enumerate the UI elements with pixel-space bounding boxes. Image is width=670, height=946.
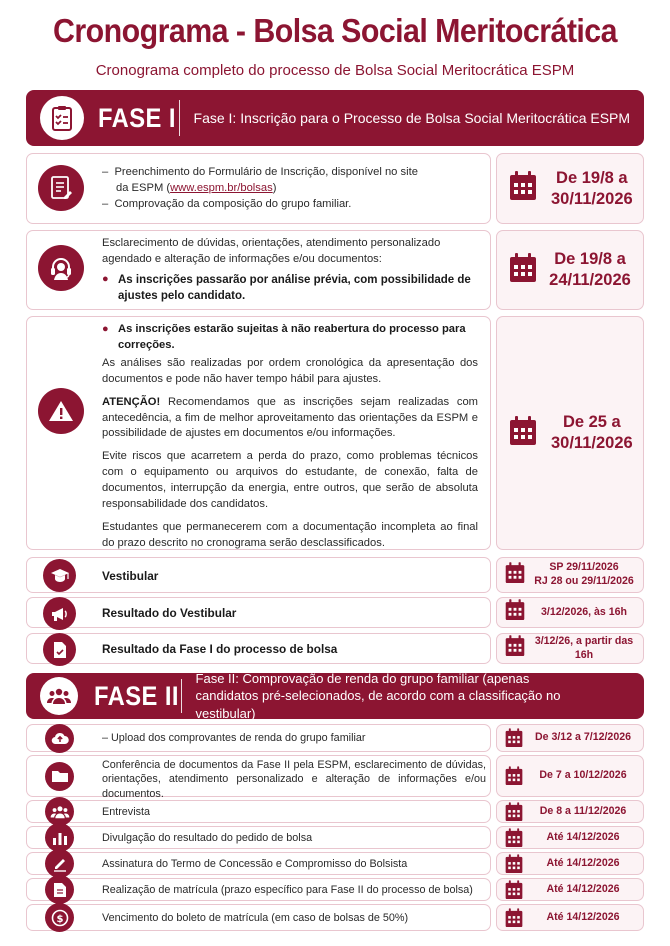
phase2-row-text: Conferência de documentos da Fase II pela ESPM, esclarecimento de dúvidas, orientações, atendimento personalizado e alteração de informações e/ou documentos. (102, 759, 486, 800)
warning-triangle-icon (38, 388, 84, 434)
step2-bullet: ● As inscrições passarão por análise prévia, com possibilidade de ajustes pelo candidato. (102, 272, 471, 303)
phase2-row-date: De 3/12 a 7/12/2026 (534, 731, 631, 744)
phase2-row-date: Até 14/12/2026 (546, 882, 620, 895)
calendar-icon (505, 635, 525, 662)
document-check-icon (43, 633, 76, 666)
step2-intro: Esclarecimento de dúvidas, orientações, atendimento personalizado agendado e alteração de informações e/ou documentos: (102, 237, 441, 265)
step4-label: Vestibular (102, 569, 159, 583)
phase2-row-text: Entrevista (102, 805, 151, 818)
phase2-row-text: Vencimento do boleto de matrícula (em caso de bolsas de 50%) (102, 911, 409, 924)
step1-line3: – Comprovação da composição do grupo familiar. (102, 197, 352, 210)
phase2-row-date-box (496, 826, 644, 849)
calendar-icon (505, 802, 523, 822)
step4-date-rj: RJ 28 ou 29/11/2026 (534, 575, 634, 587)
phase2-row-date-box (496, 800, 644, 823)
step4-dates (525, 561, 643, 589)
phase2-row-date: Até 14/12/2026 (546, 910, 620, 923)
calendar-icon (505, 828, 523, 848)
step6-date-box (496, 633, 644, 664)
espm-bolsas-link[interactable]: www.espm.br/bolsas (170, 181, 273, 194)
cloud-upload-icon (45, 724, 74, 753)
phase1-description: Fase I: Inscrição para o Processo de Bolsa Social Meritocrática ESPM (193, 109, 631, 126)
phase2-row-date: De 8 a 11/12/2026 (539, 804, 627, 817)
phase2-banner (26, 670, 644, 721)
step3-paragraph4: Estudantes que permanecerem com a documentação incompleta ao final do prazo descrito no cronograma serão desclassificados. (102, 520, 478, 549)
phase1-divider (179, 100, 180, 136)
step3-date-box (496, 316, 644, 550)
group-people-icon (40, 677, 78, 715)
phase2-row-date: Até 14/12/2026 (546, 856, 620, 869)
step1-date: De 19/8 a 30/11/2026 (551, 168, 633, 208)
document-icon (45, 875, 74, 904)
phase2-row-date: De 7 a 10/12/2026 (539, 769, 627, 782)
clipboard-checklist-icon (40, 96, 84, 140)
step5-date: 3/12/2026, às 16h (541, 605, 627, 618)
svg-text:$: $ (56, 913, 63, 925)
calendar-icon (509, 253, 537, 288)
megaphone-icon (43, 597, 76, 630)
phase2-row-date-box (496, 904, 644, 931)
calendar-icon (505, 599, 525, 626)
page-subtitle: Cronograma completo do processo de Bolsa Social Meritocrática ESPM (95, 62, 575, 79)
phase2-divider (181, 679, 182, 713)
calendar-icon (509, 171, 537, 206)
step5-label: Resultado do Vestibular (102, 606, 237, 620)
step3-text (102, 322, 478, 559)
step3-paragraph1: As análises são realizadas por ordem cronológica da apresentação dos documentos e pode não haver tempo hábil para ajustes. (102, 356, 478, 385)
phase2-row-text: Realização de matrícula (prazo específico para Fase II do processo de bolsa) (102, 883, 473, 896)
step2-date: De 19/8 a 24/11/2026 (549, 250, 631, 289)
phase1-name: FASE I (98, 102, 176, 133)
bar-chart-icon (45, 823, 74, 852)
step6-date: 3/12/26, a partir das 16h (534, 634, 634, 661)
calendar-icon (505, 766, 523, 786)
dollar-coin-icon (45, 903, 74, 932)
phase2-row-date-box (496, 724, 644, 752)
step5-box (26, 597, 491, 628)
phase2-description: Fase II: Comprovação de renda do grupo familiar (apenas candidatos pré-selecionados, de acordo com a classificação no vestibular) (195, 670, 561, 721)
step1-text (102, 165, 482, 213)
phase2-row-date: Até 14/12/2026 (546, 830, 620, 843)
step2-text (102, 236, 482, 304)
form-document-icon (38, 165, 84, 211)
phase2-row-text: – Upload dos comprovantes de renda do grupo familiar (102, 732, 366, 744)
calendar-icon (505, 908, 523, 928)
phase2-row-date-box (496, 878, 644, 901)
people-icon (45, 797, 74, 826)
step5-date-box (496, 597, 644, 628)
step3-date: De 25 a 30/11/2026 (551, 413, 633, 452)
step1-line2: da ESPM (www.espm.br/bolsas) (116, 181, 277, 194)
calendar-icon (509, 416, 537, 451)
step4-date-box (496, 557, 644, 593)
phase2-row-text: Divulgação do resultado do pedido de bolsa (102, 831, 313, 844)
folder-icon (45, 762, 74, 791)
phase2-row-text: Assinatura do Termo de Concessão e Compromisso do Bolsista (102, 857, 408, 870)
step1-line1: – Preenchimento do Formulário de Inscrição, disponível no site (102, 166, 418, 178)
phase2-row-date-box (496, 755, 644, 797)
headset-support-icon (38, 245, 84, 291)
calendar-icon (505, 854, 523, 874)
calendar-icon (505, 562, 525, 589)
step4-box (26, 557, 491, 593)
pen-sign-icon (45, 849, 74, 878)
calendar-icon (505, 728, 523, 748)
step3-paragraph3: Evite riscos que acarretem a perda do prazo, como problemas técnicos com o equipamento ou arquivos do estudante, de conexão, falta de documentos, interrupção da energia, entre outros, que serão de absoluta responsabilidade dos candidatos. (102, 450, 478, 511)
step3-paragraph2: ATENÇÃO! Recomendamos que as inscrições sejam realizadas com antecedência, a fim de melhor aproveitamento das orientações da ESPM e possibilidade de ajustes em documentos e/ou informações. (102, 395, 478, 440)
phase2-name: FASE II (94, 680, 179, 711)
calendar-icon (505, 880, 523, 900)
step1-date-box (496, 153, 644, 224)
phase2-row-date-box (496, 852, 644, 875)
step3-bullet: ● As inscrições estarão sujeitas à não reabertura do processo para correções. (102, 323, 466, 351)
phase1-banner (26, 90, 644, 146)
step4-date-sp: SP 29/11/2026 (549, 561, 619, 574)
page-title: Cronograma - Bolsa Social Meritocrática (53, 12, 617, 49)
graduation-cap-icon (43, 559, 76, 592)
step2-date-box (496, 230, 644, 310)
step6-label: Resultado da Fase I do processo de bolsa (102, 642, 338, 656)
